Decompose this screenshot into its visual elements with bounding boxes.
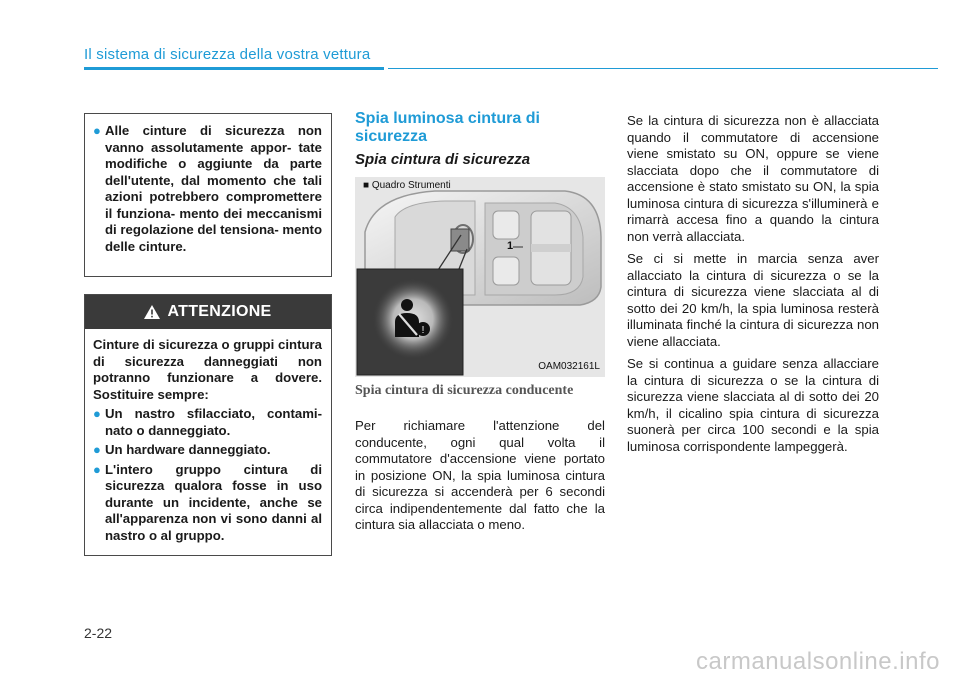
warning-bullet — [93, 406, 322, 439]
warning-bullet — [93, 442, 322, 459]
dashboard-figure — [355, 177, 605, 377]
body-paragraph: Se ci si mette in marcia senza aver allacciato la cintura di sicurezza o se la cintura di sicurezza viene slacciata al di sotto dei 20 km/h, la spia luminosa resterà illuminata finché la cintura di sicurezza non viene allacciata. — [627, 251, 879, 349]
figure-code: OAM032161L — [538, 361, 600, 372]
warning-body — [85, 329, 331, 548]
section-title: Spia luminosa cintura di sicurezza — [355, 110, 540, 145]
note-box — [84, 113, 332, 277]
svg-text:!: ! — [421, 325, 425, 336]
bullet-dot-icon: ● — [93, 123, 101, 138]
warning-bullet-text: L'intero gruppo cintura di sicurezza qualora fosse in uso durante un incidente, anche se all'apparenza non vi sono danni al nastro o al gruppo. — [105, 461, 322, 543]
note-bullet — [93, 123, 322, 255]
section-header-title: Il sistema di sicurezza della vostra vettura — [84, 46, 371, 63]
body-paragraph: Se si continua a guidare senza allacciare la cintura di sicurezza o se la cintura di sicurezza viene slacciata al di sotto dei 20 km/h, il cicalino spia cintura di sicurezza suonerà per circa 100 secondi e la spia luminosa corrispondente lampeggerà. — [627, 356, 879, 454]
warning-triangle-icon — [144, 305, 160, 319]
warning-header — [85, 295, 331, 329]
bullet-dot-icon: ● — [93, 442, 101, 457]
warning-bullet-text: Un nastro sfilacciato, contami- nato o danneggiato. — [105, 406, 322, 438]
header-rule-thick — [84, 67, 384, 70]
bullet-dot-icon: ● — [93, 406, 101, 421]
figure-callout: 1 — [507, 240, 514, 252]
driver-paragraph: Per richiamare l'attenzione del conducente, ogni qual volta il commutatore d'accensione viene portato in posizione ON, la spia luminosa cintura di sicurezza si accenderà per 6 secondi circa indipendentemente dal fatto che la cintura sia allacciata o meno. — [355, 418, 605, 532]
figure-label: ■ Quadro Strumenti — [363, 180, 451, 191]
note-bullet-text: Alle cinture di sicurezza non vanno assolutamente appor- tate modifiche o aggiunte da parte dell'utente, dal momento che tali azioni potrebbero compromettere il funziona- mento dei meccanismi di regolazione del tensiona- mento delle cinture. — [105, 123, 322, 254]
warning-box — [84, 294, 332, 556]
warning-heading: ATTENZIONE — [167, 303, 272, 320]
header-rule-thin — [388, 68, 938, 69]
driver-paragraph-block — [355, 418, 605, 534]
watermark-text: carmanualsonline.info — [696, 648, 940, 675]
page-number: 2-22 — [84, 625, 113, 641]
warning-bullet — [93, 462, 322, 545]
section-subtitle: Spia cintura di sicurezza — [355, 151, 531, 168]
driver-heading: Spia cintura di sicurezza conducente — [355, 383, 574, 398]
warning-intro: Cinture di sicurezza o gruppi cintura di sicurezza danneggiati non potranno funzionare a dovere. Sostituire sempre: — [93, 337, 322, 402]
car-interior-illustration — [355, 177, 605, 377]
warning-bullet-text: Un hardware danneggiato. — [105, 442, 271, 457]
bullet-dot-icon: ● — [93, 461, 101, 477]
right-column — [627, 113, 879, 461]
body-paragraph: Se la cintura di sicurezza non è allacciata quando il commutatore di accensione viene smistato su ON, oppure se viene slacciata dopo che il commutatore di accensione è stato smistato su ON, la spia luminosa cintura di sicurezza s'illuminerà e rimarrà accesa fino a quando la cintura non verrà allacciata. — [627, 113, 879, 244]
